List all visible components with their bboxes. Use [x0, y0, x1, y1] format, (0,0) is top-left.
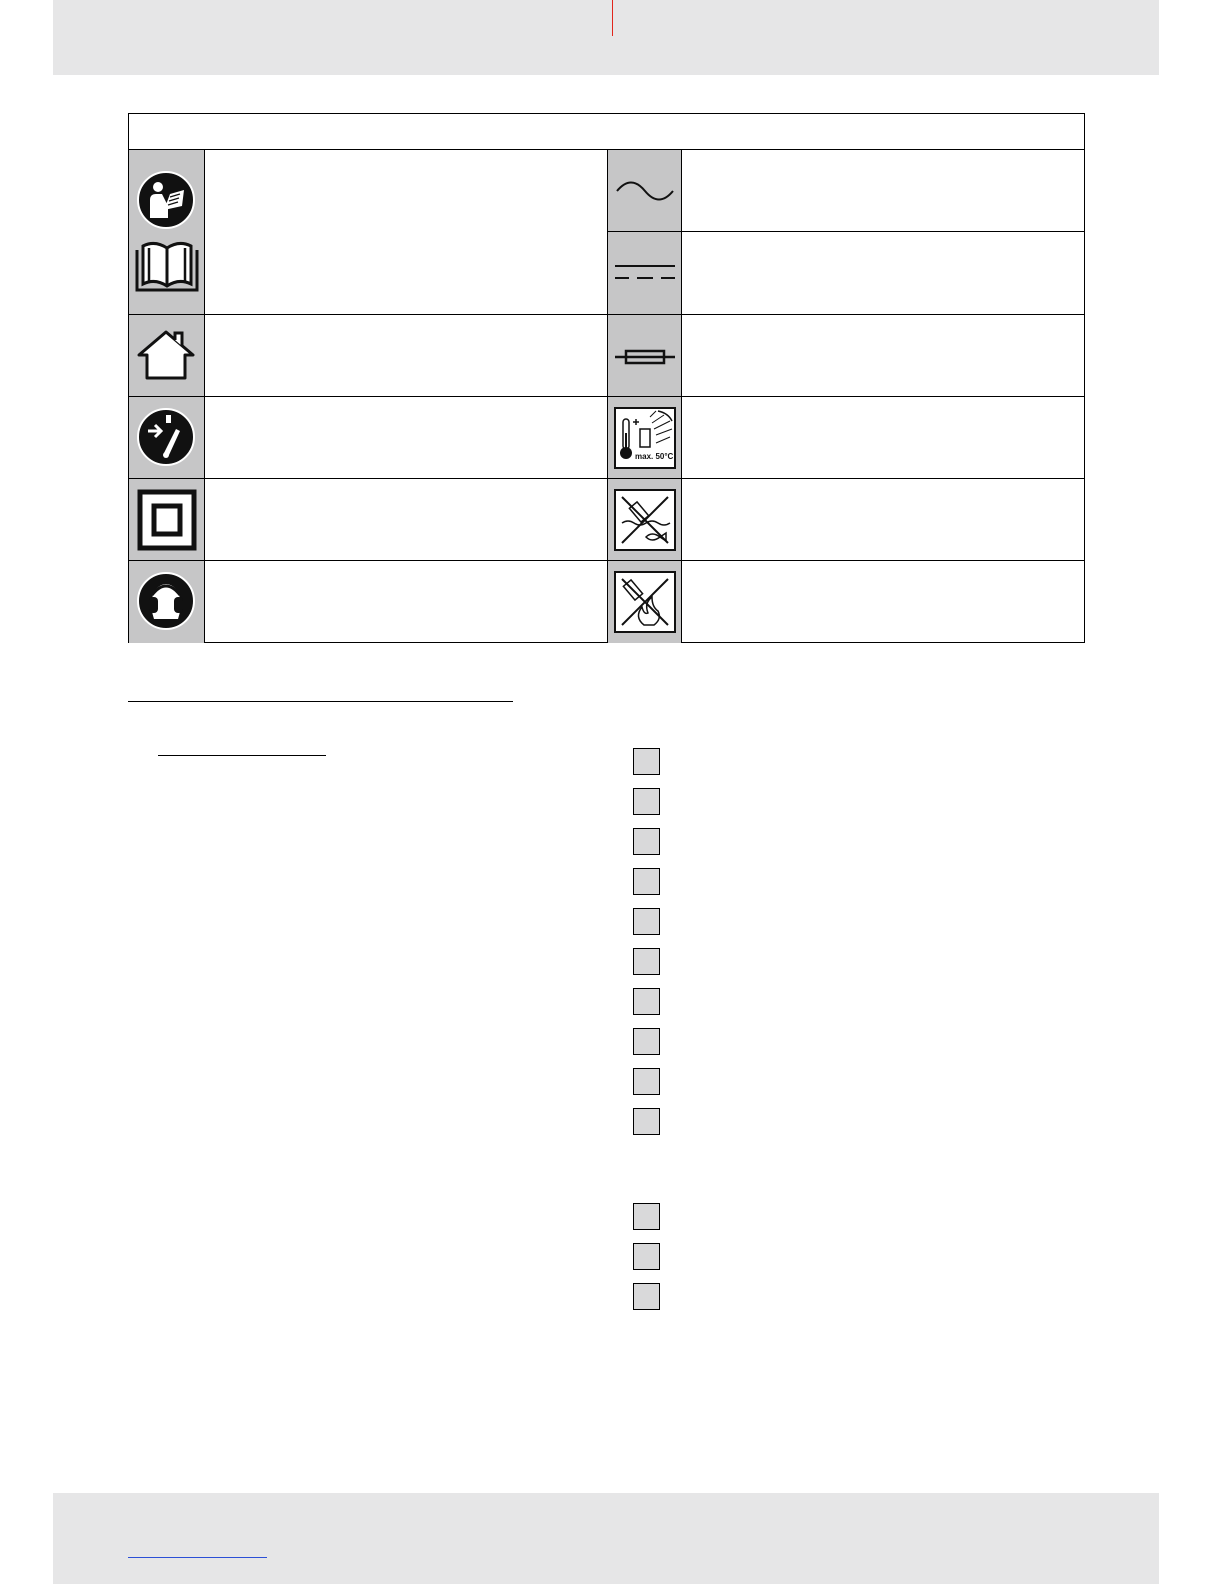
section-heading-rule [128, 701, 513, 702]
checklist-box [633, 828, 660, 855]
checklist-box [633, 1028, 660, 1055]
no-battery-in-fire-icon [614, 571, 676, 633]
icon-cell-temperature [608, 397, 682, 479]
checklist-box [633, 908, 660, 935]
checklist-box [633, 948, 660, 975]
fuse-icon [615, 349, 675, 365]
protection-class-ii-icon [137, 489, 197, 551]
icon-cell-fire [608, 561, 682, 643]
checklist-box [633, 868, 660, 895]
disconnect-plug-icon [136, 407, 196, 467]
open-book-icon [135, 240, 199, 294]
text-cell-dc [682, 232, 1084, 315]
alternating-current-icon [615, 176, 675, 206]
text-cell-fuse [682, 315, 1084, 397]
direct-current-icon [615, 262, 675, 282]
checklist-box [633, 1068, 660, 1095]
checklist-box [633, 1283, 660, 1310]
icon-cell-manual [129, 150, 205, 315]
text-cell-unplug [205, 397, 607, 479]
checklist-box [633, 788, 660, 815]
text-cell-class2 [205, 479, 607, 561]
icon-cell-class2 [129, 479, 205, 561]
text-cell-house [205, 315, 607, 397]
checklist-box [633, 988, 660, 1015]
read-manual-mandatory-icon [136, 170, 196, 230]
footer-link-underline[interactable] [128, 1557, 267, 1558]
checklist-box [633, 1108, 660, 1135]
header-band [53, 0, 1159, 75]
text-cell-temperature [682, 397, 1084, 479]
icon-cell-fuse [608, 315, 682, 397]
ear-protection-icon [136, 571, 196, 631]
text-cell-ear [205, 561, 607, 643]
checklist-box [633, 748, 660, 775]
max-temperature-label: max. 50°C [635, 452, 674, 461]
icon-cell-ac [608, 150, 682, 232]
text-cell-ac [682, 150, 1084, 232]
icon-cell-water [608, 479, 682, 561]
subsection-heading-rule [158, 755, 326, 756]
checklist-box [633, 1243, 660, 1270]
footer-band [53, 1493, 1159, 1584]
no-battery-in-water-icon [614, 489, 676, 551]
text-cell-manual [205, 150, 607, 315]
text-cell-water [682, 479, 1084, 561]
icon-cell-house [129, 315, 205, 397]
symbols-table [128, 113, 1085, 643]
text-cell-fire [682, 561, 1084, 643]
symbols-table-header [129, 114, 1084, 150]
fold-mark [612, 0, 613, 36]
icon-cell-unplug [129, 397, 205, 479]
icon-cell-dc [608, 232, 682, 315]
indoor-use-house-icon [135, 329, 197, 381]
checklist-box [633, 1203, 660, 1230]
icon-cell-ear [129, 561, 205, 643]
